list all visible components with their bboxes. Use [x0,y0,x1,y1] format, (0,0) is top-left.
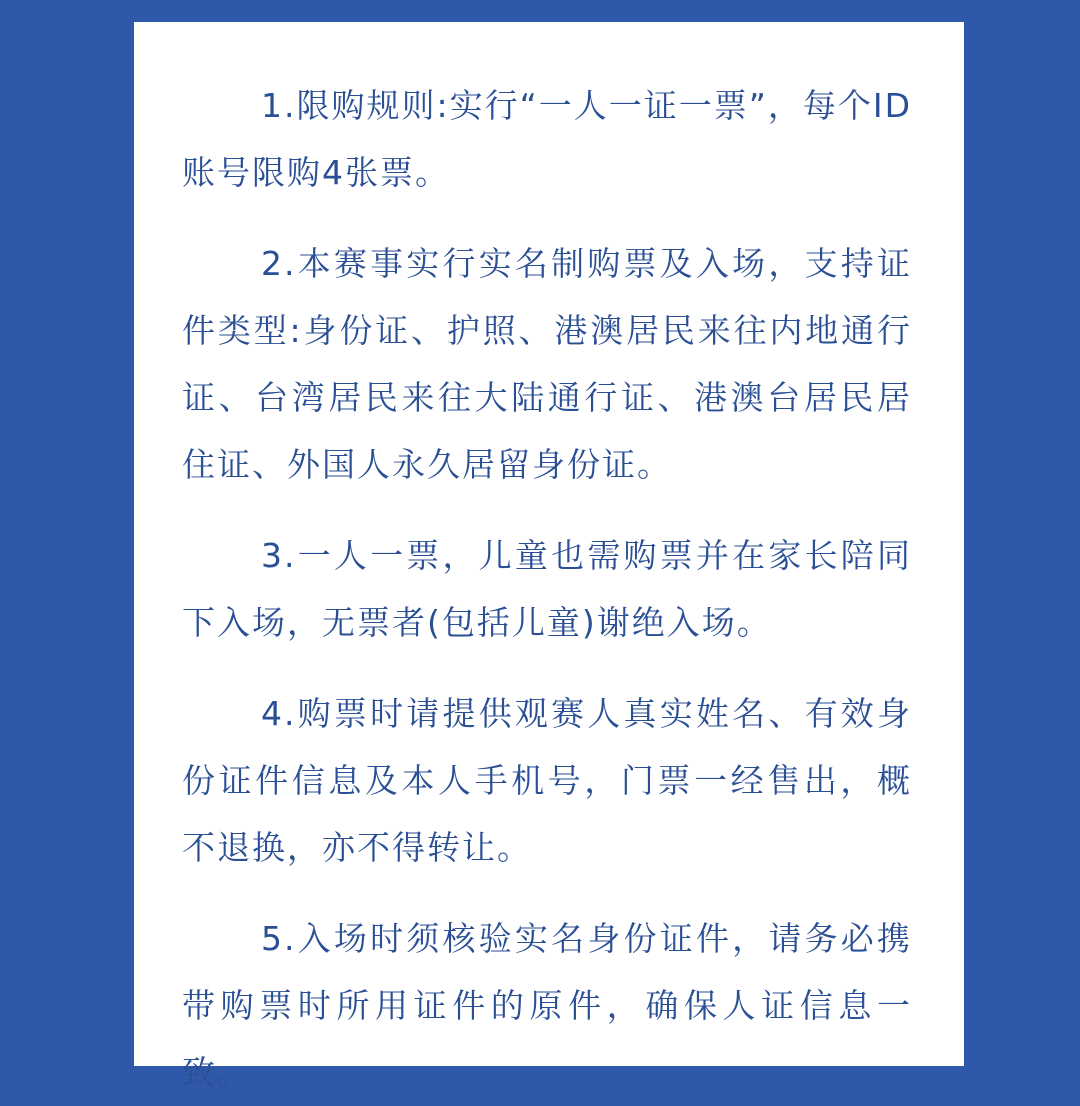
rule-3-text: 3.一人一票，儿童也需购票并在家长陪同下入场，无票者(包括儿童)谢绝入场。 [182,536,912,642]
rule-1-text: 1.限购规则:实行“一人一证一票”，每个ID账号限购4张票。 [182,86,912,192]
rule-4-text: 4.购票时请提供观赛人真实姓名、有效身份证件信息及本人手机号，门票一经售出，概不退换，亦不得转让。 [182,694,912,867]
rule-2-text: 2.本赛事实行实名制购票及入场，支持证件类型:身份证、护照、港澳居民来往内地通行证、台湾居民来往大陆通行证、港澳台居民居住证、外国人永久居留身份证。 [182,244,912,484]
rule-5-text: 5.入场时须核验实名身份证件，请务必携带购票时所用证件的原件，确保人证信息一致。 [182,919,912,1092]
ticket-rules-card [134,22,964,1092]
